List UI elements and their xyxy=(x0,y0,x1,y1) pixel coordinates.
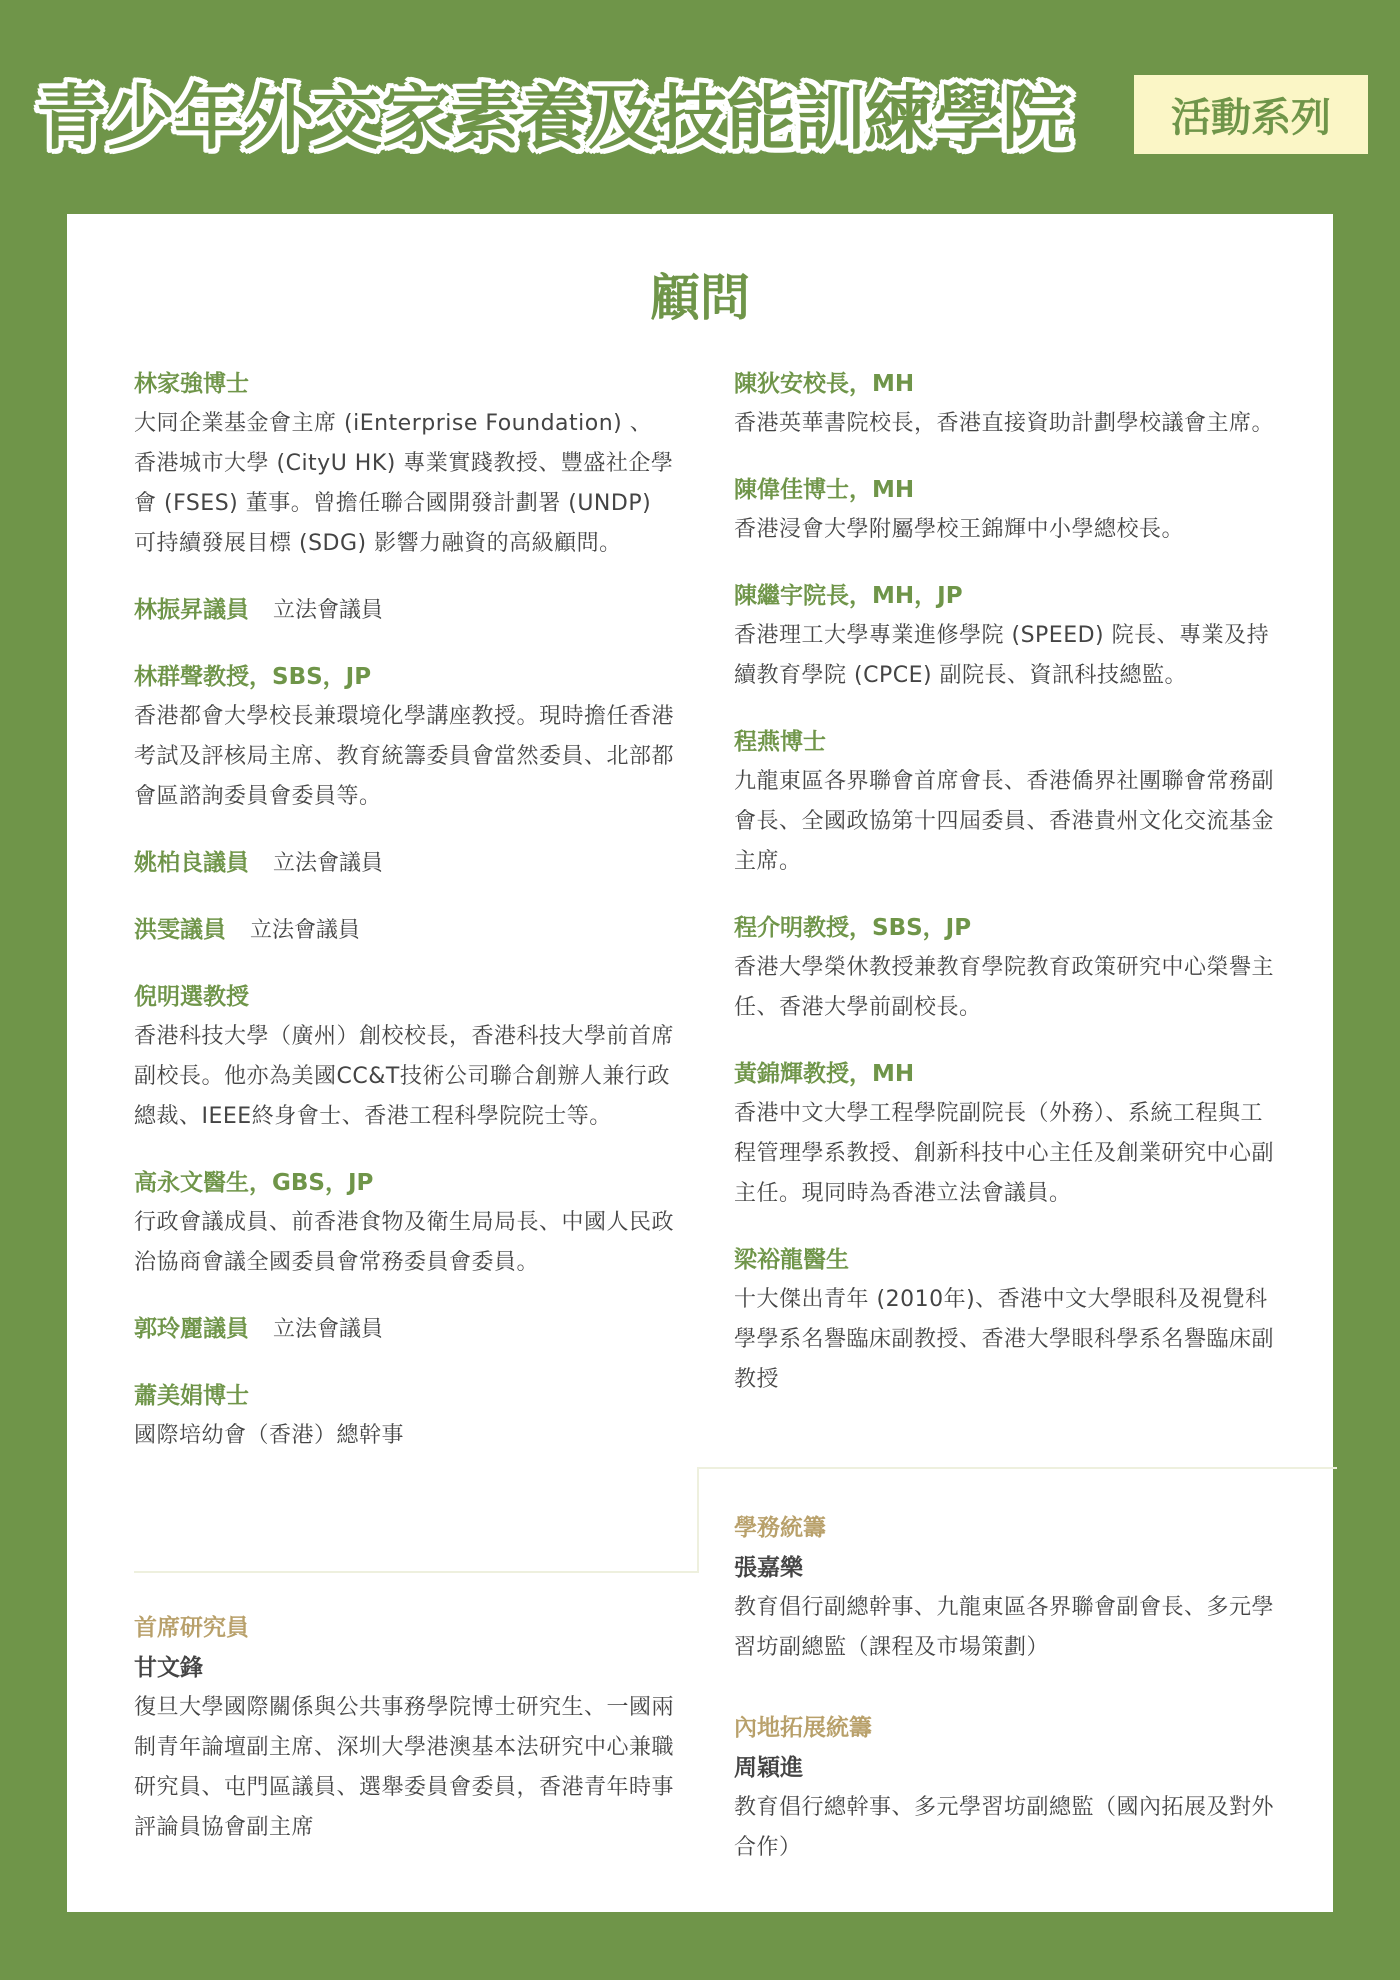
chief-researcher-section xyxy=(134,1608,674,1848)
advisor-name: 林家強博士 xyxy=(134,371,249,397)
advisor-role: 立法會議員 xyxy=(273,598,384,623)
person-name: 張嘉樂 xyxy=(734,1555,803,1581)
advisor-entry xyxy=(734,908,1274,1028)
advisor-name: 陳偉佳博士，MH xyxy=(734,477,915,503)
advisor-role: 立法會議員 xyxy=(273,851,384,876)
advisor-desc: 九龍東區各界聯會首席會長、香港僑界社團聯會常務副會長、全國政協第十四屆委員、香港貴州文化交流基金主席。 xyxy=(734,769,1275,874)
section-divider xyxy=(134,1571,699,1573)
person-desc: 教育倡行總幹事、多元學習坊副總監（國內拓展及對外合作） xyxy=(734,1795,1275,1860)
advisor-name: 倪明選教授 xyxy=(134,984,249,1010)
section-label: 學務統籌 xyxy=(734,1515,826,1541)
advisor-entry xyxy=(734,1240,1274,1400)
person-desc: 教育倡行副總幹事、九龍東區各界聯會副會長、多元學習坊副總監（課程及市場策劃） xyxy=(734,1595,1275,1660)
advisor-entry xyxy=(134,910,674,951)
advisor-entry xyxy=(134,1376,674,1456)
advisor-name: 梁裕龍醫生 xyxy=(734,1247,849,1273)
person-name: 甘文鋒 xyxy=(134,1655,203,1681)
advisor-entry xyxy=(734,722,1274,882)
advisor-role: 立法會議員 xyxy=(273,1317,384,1342)
person-name: 周穎進 xyxy=(734,1755,803,1781)
person-desc: 復旦大學國際關係與公共事務學院博士研究生、一國兩制青年論壇副主席、深圳大學港澳基本法研究中心兼職研究員、屯門區議員、選舉委員會委員，香港青年時事評論員協會副主席 xyxy=(134,1695,675,1840)
section-label: 首席研究員 xyxy=(134,1615,249,1641)
advisor-entry xyxy=(734,364,1274,444)
header-title: 青少年外交家素養及技能訓練學院 xyxy=(36,77,1071,159)
advisor-name: 蕭美娟博士 xyxy=(134,1383,249,1409)
advisor-name: 高永文醫生，GBS，JP xyxy=(134,1170,374,1196)
advisor-name: 郭玲麗議員 xyxy=(134,1316,249,1342)
section-divider xyxy=(697,1467,1337,1469)
right-advisor-column xyxy=(734,364,1274,1426)
advisor-name: 姚柏良議員 xyxy=(134,850,249,876)
header-badge: 活動系列 xyxy=(1134,75,1368,154)
advisor-desc: 香港浸會大學附屬學校王錦輝中小學總校長。 xyxy=(734,517,1185,542)
advisor-name: 陳狄安校長，MH xyxy=(734,371,915,397)
academic-coordinator-section xyxy=(734,1508,1274,1668)
advisor-entry xyxy=(734,470,1274,550)
advisor-entry xyxy=(134,590,674,631)
advisor-desc: 香港理工大學專業進修學院 (SPEED) 院長、專業及持續教育學院 (CPCE) 副院長、資訊科技總監。 xyxy=(734,623,1270,688)
advisor-name: 林振昇議員 xyxy=(134,597,249,623)
advisor-entry xyxy=(134,977,674,1137)
advisor-name: 林群聲教授，SBS，JP xyxy=(134,664,372,690)
advisor-role: 立法會議員 xyxy=(250,918,361,943)
advisor-name: 程燕博士 xyxy=(734,729,826,755)
advisor-entry xyxy=(134,364,674,564)
advisor-desc: 國際培幼會（香港）總幹事 xyxy=(134,1423,405,1448)
advisor-name: 黃錦輝教授，MH xyxy=(734,1061,915,1087)
mainland-coordinator-section xyxy=(734,1708,1274,1868)
advisor-name: 洪雯議員 xyxy=(134,917,226,943)
advisor-desc: 香港英華書院校長，香港直接資助計劃學校議會主席。 xyxy=(734,411,1275,436)
advisor-entry xyxy=(734,1054,1274,1214)
content-panel xyxy=(67,214,1333,1912)
section-label: 內地拓展統籌 xyxy=(734,1715,872,1741)
section-divider xyxy=(697,1467,699,1573)
advisor-entry xyxy=(134,1163,674,1283)
advisor-entry xyxy=(134,657,674,817)
section-title: 顧問 xyxy=(650,269,750,327)
advisor-desc: 香港科技大學（廣州）創校校長，香港科技大學前首席副校長。他亦為美國CC&T技術公司聯合創辦人兼行政總裁、IEEE終身會士、香港工程科學院院士等。 xyxy=(134,1024,675,1129)
advisor-desc: 香港中文大學工程學院副院長（外務）、系統工程與工程管理學系教授、創新科技中心主任及創業研究中心副主任。現同時為香港立法會議員。 xyxy=(734,1101,1275,1206)
advisor-entry xyxy=(734,576,1274,696)
advisor-entry xyxy=(134,843,674,884)
advisor-entry xyxy=(134,1309,674,1350)
advisor-desc: 大同企業基金會主席 (iEnterprise Foundation) 、香港城市大學 (CityU HK) 專業實踐教授、豐盛社企學會 (FSES) 董事。曾擔任聯合國開發計劃署 (UNDP) 可持續發展目標 (SDG) 影響力融資的高級顧問。 xyxy=(134,411,674,556)
left-advisor-column xyxy=(134,364,674,1482)
advisor-name: 程介明教授，SBS，JP xyxy=(734,915,972,941)
advisor-desc: 香港都會大學校長兼環境化學講座教授。現時擔任香港考試及評核局主席、教育統籌委員會當然委員、北部都會區諮詢委員會委員等。 xyxy=(134,704,675,809)
advisor-desc: 香港大學榮休教授兼教育學院教育政策研究中心榮譽主任、香港大學前副校長。 xyxy=(734,955,1275,1020)
advisor-name: 陳繼宇院長，MH，JP xyxy=(734,583,963,609)
advisor-desc: 十大傑出青年 (2010年)、香港中文大學眼科及視覺科學學系名譽臨床副教授、香港大學眼科學系名譽臨床副教授 xyxy=(734,1287,1275,1392)
advisor-desc: 行政會議成員、前香港食物及衛生局局長、中國人民政治協商會議全國委員會常務委員會委員。 xyxy=(134,1210,675,1275)
